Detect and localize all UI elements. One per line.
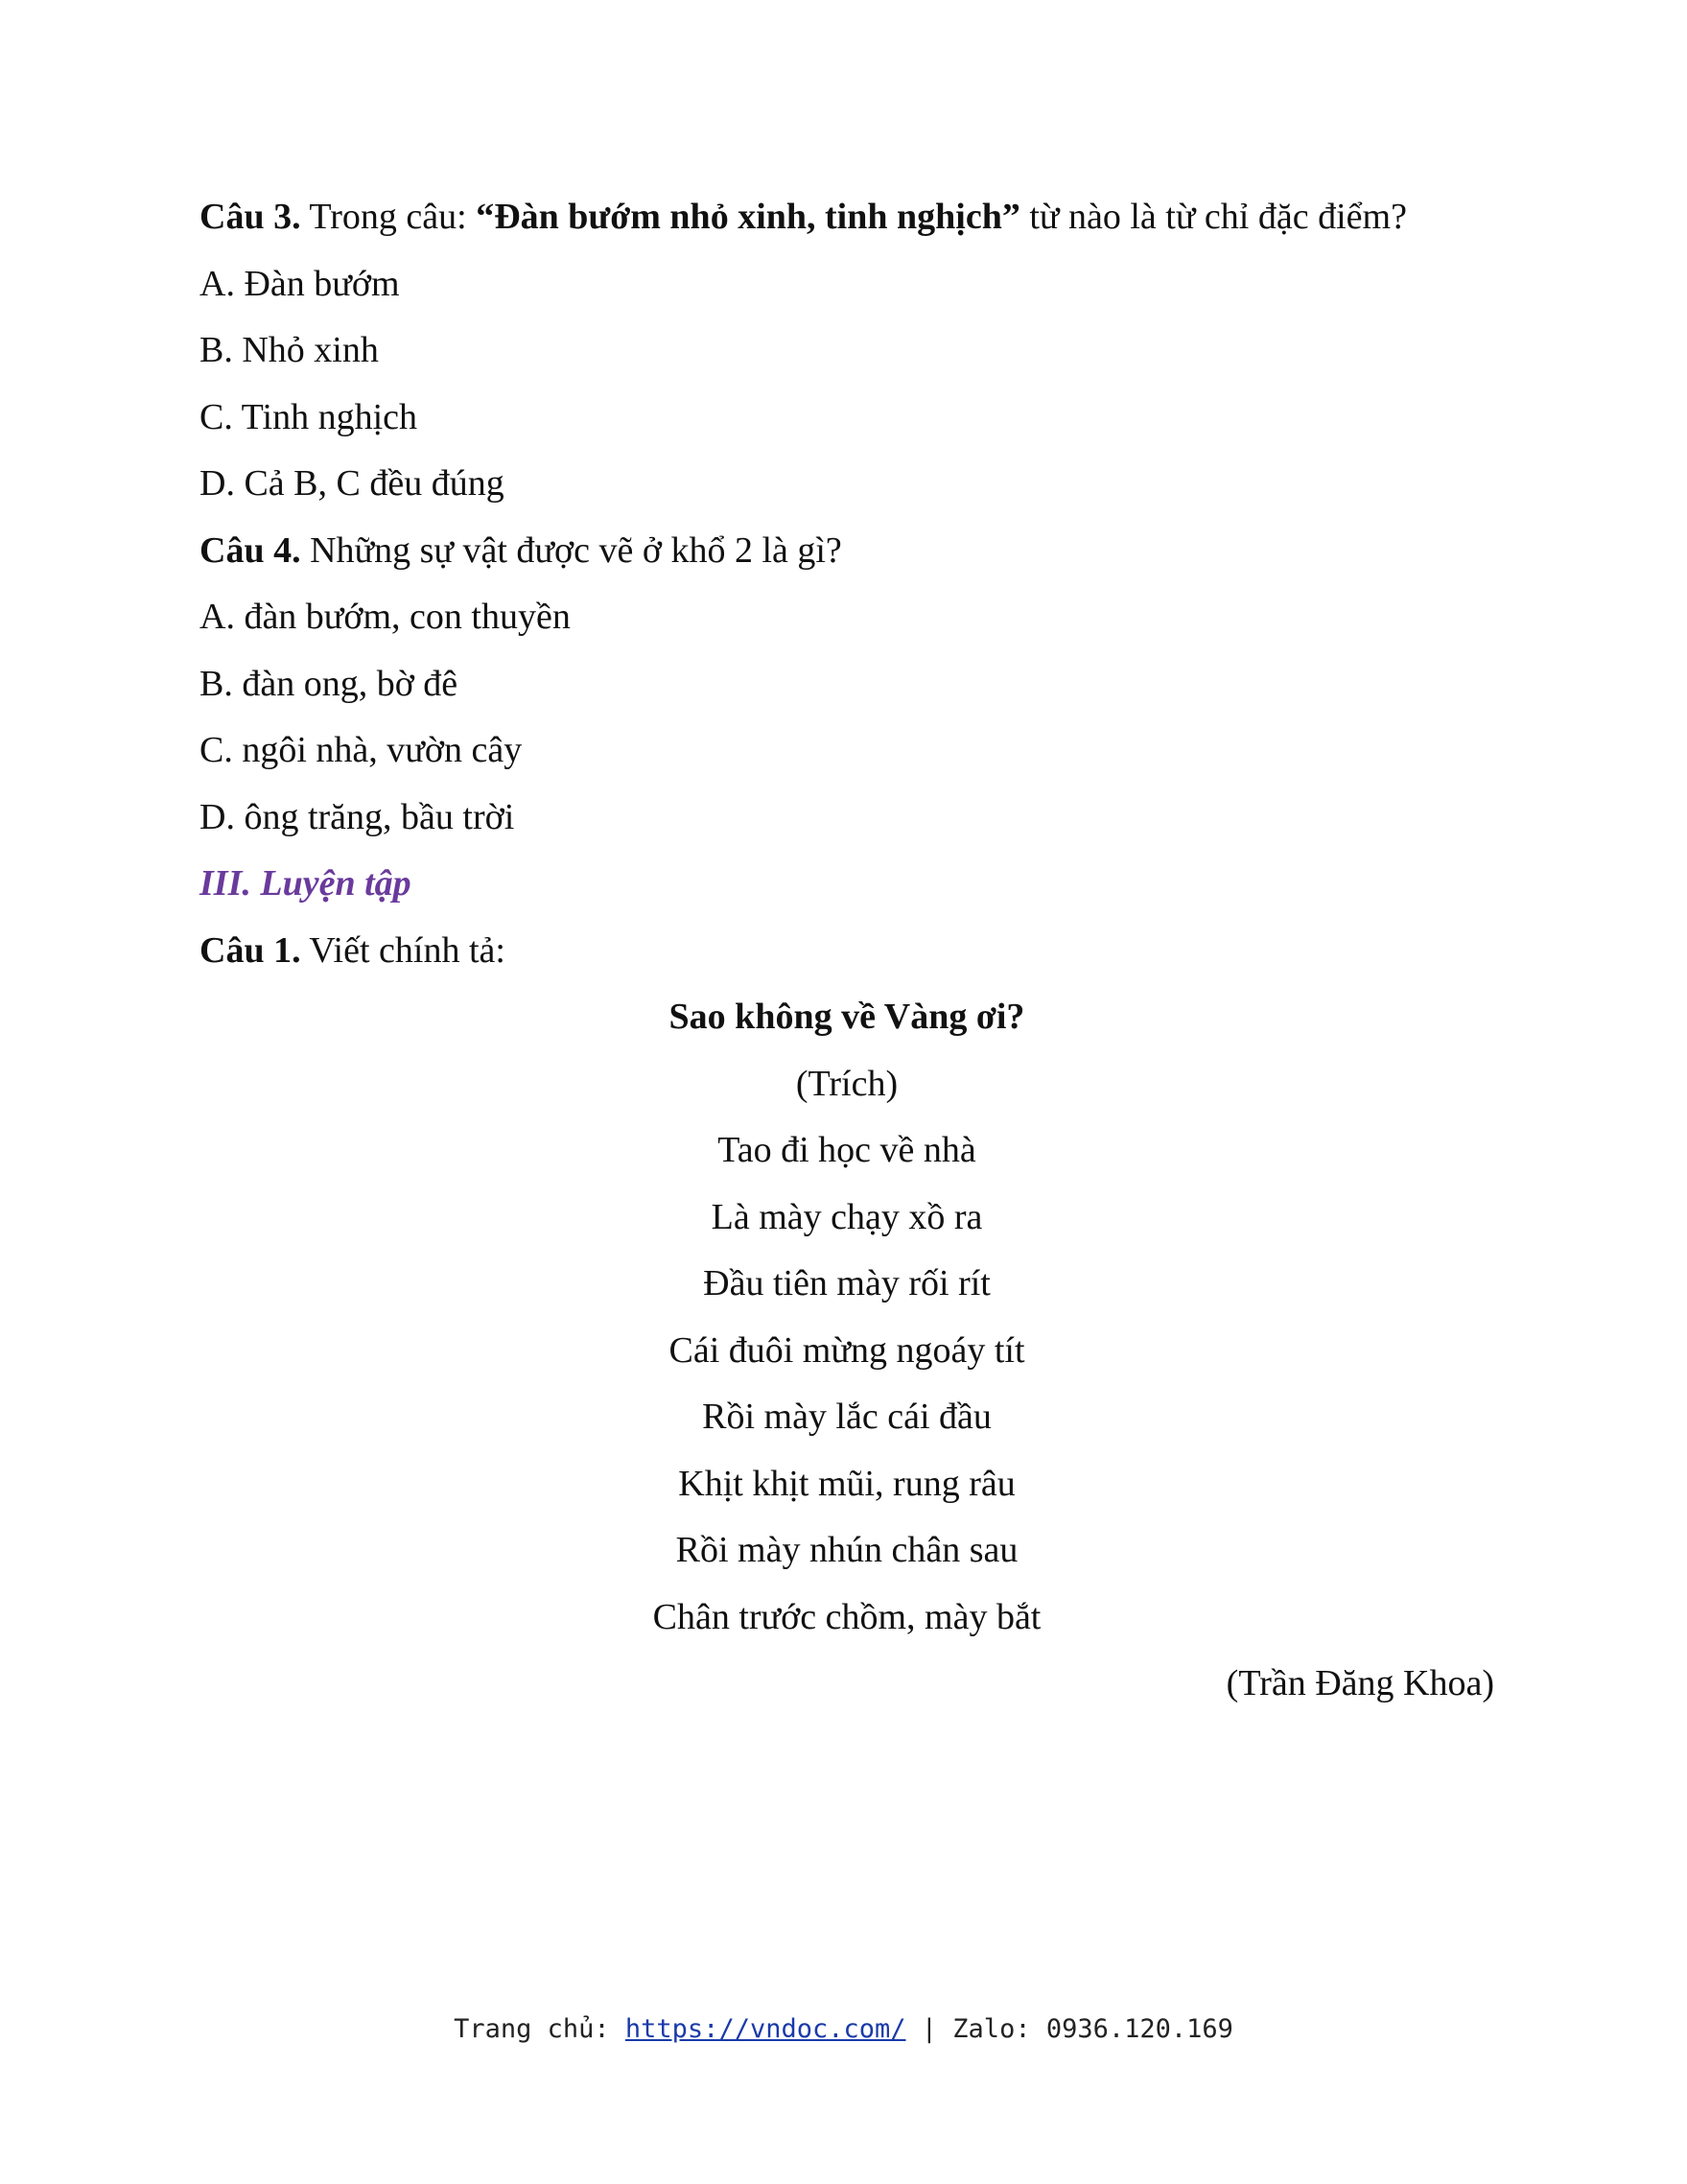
- footer-home-link[interactable]: https://vndoc.com/: [624, 2014, 906, 2044]
- question-4-text: Những sự vật được vẽ ở khổ 2 là gì?: [300, 529, 842, 571]
- poem-line: Là mày chạy xồ ra: [711, 1196, 983, 1237]
- footer-separator: |: [905, 2014, 953, 2044]
- poem-line: Cái đuôi mừng ngoáy tít: [668, 1329, 1025, 1371]
- poem-line: Đầu tiên mày rối rít: [703, 1263, 991, 1303]
- question-4-option-b: B. đàn ong, bờ đê: [199, 663, 458, 704]
- question-3: [199, 184, 1494, 251]
- poem-line: Chân trước chồm, mày bắt: [652, 1596, 1042, 1637]
- poem-line: Tao đi học về nhà: [717, 1130, 976, 1170]
- exercise-1-text: Viết chính tả:: [300, 929, 505, 971]
- question-3-text-after: từ nào là từ chỉ đặc điểm?: [1019, 197, 1407, 237]
- question-4-option-d: D. ông trăng, bầu trời: [199, 796, 515, 837]
- question-3-option-a: A. Đàn bướm: [199, 263, 400, 304]
- poem-line: Rồi mày lắc cái đầu: [702, 1397, 992, 1437]
- poem-author: (Trần Đăng Khoa): [1226, 1663, 1494, 1703]
- footer-home-label: Trang chủ:: [454, 2014, 625, 2044]
- poem-line: Rồi mày nhún chân sau: [675, 1530, 1019, 1570]
- question-4: [199, 518, 1494, 585]
- poem: [199, 984, 1494, 1718]
- footer-zalo: Zalo: 0936.120.169: [952, 2014, 1233, 2044]
- exercise-1-label: Câu 1.: [199, 929, 301, 971]
- question-4-option-a: A. đàn bướm, con thuyền: [199, 597, 571, 637]
- question-3-label: Câu 3.: [199, 197, 301, 237]
- question-3-option-b: B. Nhỏ xinh: [199, 330, 379, 370]
- question-4-label: Câu 4.: [199, 529, 301, 571]
- poem-subtitle: (Trích): [795, 1063, 899, 1104]
- question-3-option-d: D. Cả B, C đều đúng: [199, 463, 504, 504]
- poem-title: Sao không về Vàng ơi?: [668, 997, 1025, 1037]
- question-3-text-before: Trong câu:: [300, 197, 477, 237]
- question-3-option-c: C. Tinh nghịch: [199, 396, 418, 437]
- poem-line: Khịt khịt mũi, rung râu: [678, 1463, 1016, 1504]
- question-3-quote: “Đàn bướm nhỏ xinh, tinh nghịch”: [476, 197, 1020, 237]
- document-body: [199, 184, 1494, 1718]
- exercise-1: [199, 918, 1494, 985]
- section-heading: III. Luyện tập: [199, 863, 411, 904]
- page-footer: [0, 2014, 1687, 2044]
- question-4-option-c: C. ngôi nhà, vườn cây: [199, 730, 523, 770]
